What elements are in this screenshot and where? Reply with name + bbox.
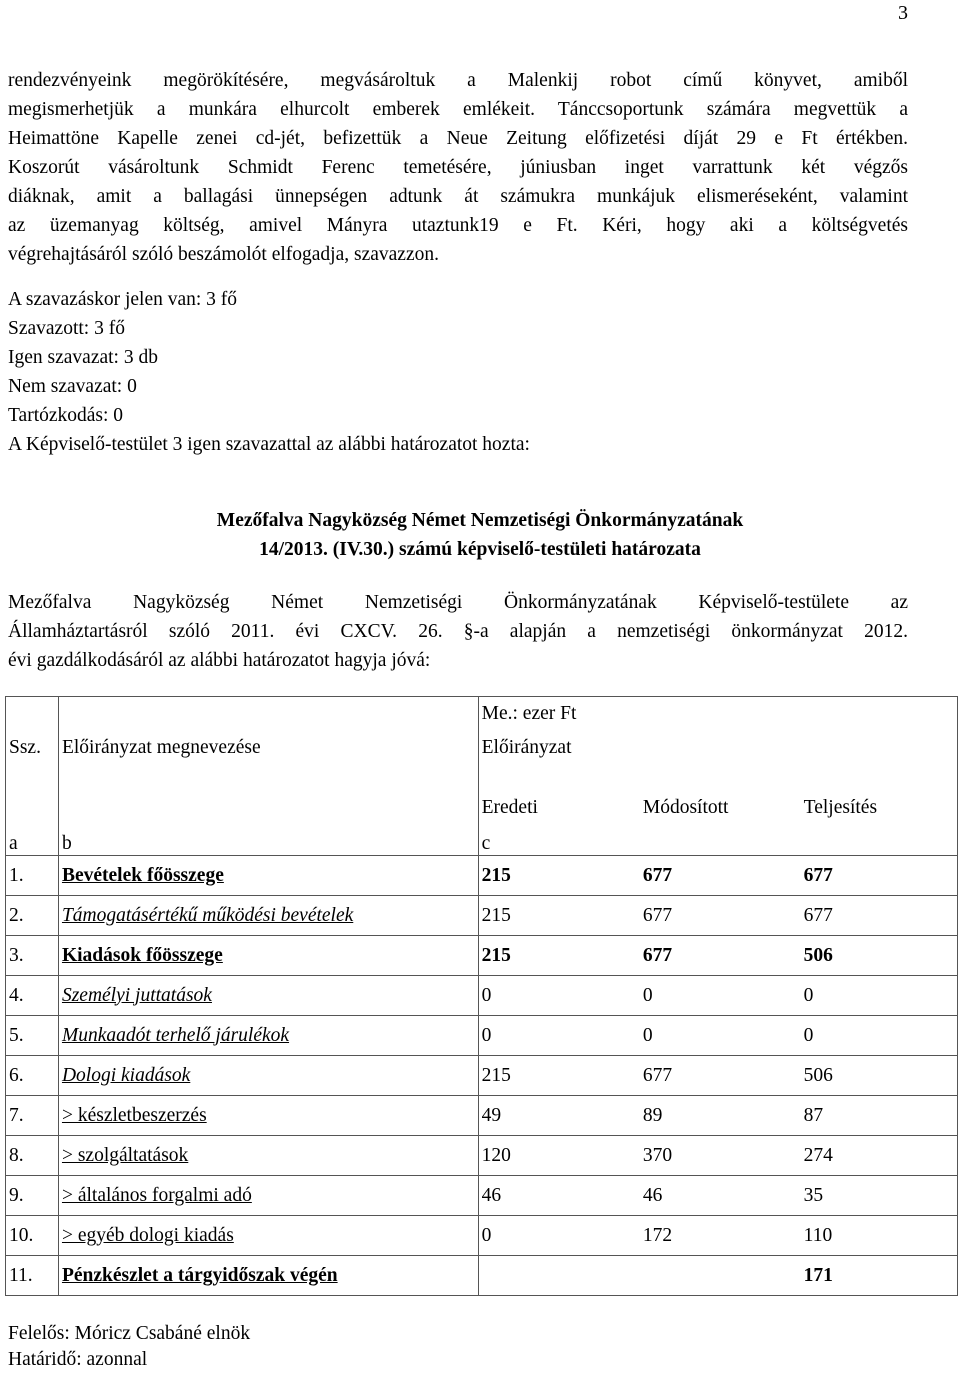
letter-empty bbox=[640, 823, 801, 856]
row-eredeti-text: 49 bbox=[481, 1104, 502, 1126]
row-modositott bbox=[640, 1176, 801, 1216]
footer-deadline: Határidő: azonnal bbox=[8, 1349, 148, 1370]
row-name-text: Pénzkészlet a tárgyidőszak végén bbox=[61, 1264, 338, 1286]
row-eredeti bbox=[478, 1216, 640, 1256]
row-name-text: Támogatásértékű működési bevételek bbox=[61, 904, 354, 926]
paragraph-line: megismerhetjük a munkára elhurcolt emberek emlékeit. Tánccsoportunk számára megvettük a bbox=[8, 99, 908, 120]
row-teljesites-text: 35 bbox=[803, 1184, 824, 1206]
row-eredeti-text: 215 bbox=[481, 944, 511, 966]
row-eredeti-text: 0 bbox=[481, 1024, 492, 1046]
header-cell-empty bbox=[6, 765, 59, 823]
row-number-text: 7. bbox=[9, 1104, 24, 1126]
resolution-text-line: évi gazdálkodásáról az alábbi határozatot hagyja jóvá: bbox=[8, 650, 431, 671]
row-number bbox=[6, 1176, 59, 1216]
row-teljesites-text: 0 bbox=[803, 984, 814, 1006]
table-row bbox=[6, 896, 958, 936]
unit-label: Me.: ezer Ft bbox=[478, 697, 957, 732]
row-modositott-text: 677 bbox=[642, 944, 673, 966]
row-eredeti-text: 215 bbox=[481, 864, 511, 886]
row-modositott-text: 0 bbox=[642, 984, 653, 1006]
header-group: Előirányzat bbox=[478, 731, 957, 765]
row-modositott-text: 89 bbox=[642, 1104, 663, 1126]
header-modositott: Módosított bbox=[642, 797, 729, 818]
row-modositott-text: 677 bbox=[642, 864, 673, 886]
row-teljesites-text: 0 bbox=[803, 1024, 814, 1046]
row-number bbox=[6, 856, 59, 896]
row-teljesites-text: 677 bbox=[803, 904, 833, 926]
letter-empty bbox=[801, 823, 958, 856]
header-cell-empty bbox=[58, 765, 478, 823]
row-modositott-text: 677 bbox=[642, 1064, 673, 1086]
table-row bbox=[6, 1216, 958, 1256]
row-teljesites-text: 87 bbox=[803, 1104, 824, 1126]
row-eredeti bbox=[478, 1136, 640, 1176]
row-modositott bbox=[640, 1136, 801, 1176]
row-teljesites-text: 274 bbox=[803, 1144, 833, 1166]
row-teljesites bbox=[801, 1056, 958, 1096]
table-row bbox=[6, 1096, 958, 1136]
row-eredeti bbox=[478, 936, 640, 976]
row-eredeti bbox=[478, 1256, 640, 1296]
row-teljesites bbox=[801, 976, 958, 1016]
row-name bbox=[58, 1016, 478, 1056]
row-eredeti-text: 215 bbox=[481, 904, 511, 926]
row-teljesites bbox=[801, 1096, 958, 1136]
table-row bbox=[6, 976, 958, 1016]
budget-table bbox=[5, 696, 958, 1296]
row-modositott-text: 172 bbox=[642, 1224, 673, 1246]
row-name-text: > egyéb dologi kiadás bbox=[61, 1224, 234, 1246]
letter-c: c bbox=[478, 823, 640, 856]
row-number-text: 5. bbox=[9, 1024, 24, 1046]
table-header-row bbox=[6, 765, 958, 823]
resolution-text-line: Mezőfalva Nagyközség Német Nemzetiségi Önkormányzatának Képviselő-testülete az bbox=[8, 592, 908, 613]
row-modositott bbox=[640, 936, 801, 976]
table-header-row bbox=[6, 697, 958, 732]
row-name bbox=[58, 1216, 478, 1256]
page-number: 3 bbox=[898, 2, 908, 24]
row-teljesites bbox=[801, 1176, 958, 1216]
row-eredeti-text: 215 bbox=[481, 1064, 511, 1086]
header-teljesites: Teljesítés bbox=[801, 765, 958, 823]
row-teljesites-text: 506 bbox=[803, 944, 833, 966]
paragraph-line: diáknak, amit a ballagási ünnepségen adtunk át számukra munkájuk elismeréseként, valamint bbox=[8, 186, 908, 207]
table-row bbox=[6, 1256, 958, 1296]
row-number-text: 9. bbox=[9, 1184, 24, 1206]
vote-yes: Igen szavazat: 3 db bbox=[8, 347, 158, 368]
vote-no: Nem szavazat: 0 bbox=[8, 376, 137, 397]
row-number-text: 11. bbox=[9, 1264, 33, 1286]
row-modositott bbox=[640, 896, 801, 936]
row-teljesites bbox=[801, 1136, 958, 1176]
row-teljesites-text: 506 bbox=[803, 1064, 833, 1086]
row-number bbox=[6, 936, 59, 976]
row-modositott-text: 0 bbox=[642, 1024, 653, 1046]
row-name bbox=[58, 1176, 478, 1216]
row-number bbox=[6, 1216, 59, 1256]
row-number bbox=[6, 1256, 59, 1296]
row-eredeti bbox=[478, 896, 640, 936]
row-teljesites-text: 171 bbox=[803, 1264, 833, 1286]
row-number bbox=[6, 1016, 59, 1056]
row-number-text: 6. bbox=[9, 1064, 24, 1086]
header-ssz: Ssz. bbox=[6, 731, 59, 765]
report-paragraph bbox=[8, 66, 908, 269]
table-row bbox=[6, 1016, 958, 1056]
row-teljesites bbox=[801, 936, 958, 976]
table-row bbox=[6, 1056, 958, 1096]
row-eredeti-text: 46 bbox=[481, 1184, 502, 1206]
row-name bbox=[58, 1056, 478, 1096]
row-name-text: Kiadások főösszege bbox=[61, 944, 223, 966]
row-number-text: 1. bbox=[9, 864, 24, 886]
paragraph-line: Koszorút vásároltunk Schmidt Ferenc temetésére, júniusban inget varrattunk két végzős bbox=[8, 157, 908, 178]
row-number bbox=[6, 1096, 59, 1136]
resolution-title-line: 14/2013. (IV.30.) számú képviselő-testületi határozata bbox=[259, 539, 701, 560]
row-eredeti-text: 0 bbox=[481, 984, 492, 1006]
row-number-text: 10. bbox=[9, 1224, 34, 1246]
vote-summary bbox=[8, 285, 530, 459]
row-number bbox=[6, 976, 59, 1016]
table-letter-row bbox=[6, 823, 958, 856]
paragraph-line: az üzemanyag költség, amivel Mányra utaztunk19 e Ft. Kéri, hogy aki a költségvetés bbox=[8, 215, 908, 236]
row-number-text: 2. bbox=[9, 904, 24, 926]
row-eredeti bbox=[478, 1176, 640, 1216]
footer-responsible: Felelős: Móricz Csabáné elnök bbox=[8, 1323, 251, 1344]
table-header-row bbox=[6, 731, 958, 765]
table-row bbox=[6, 856, 958, 896]
row-name bbox=[58, 936, 478, 976]
row-eredeti bbox=[478, 856, 640, 896]
row-teljesites-text: 110 bbox=[803, 1224, 833, 1246]
table-row bbox=[6, 1136, 958, 1176]
row-teljesites-text: 677 bbox=[803, 864, 833, 886]
paragraph-line: rendezvényeink megörökítésére, megvásároltuk a Malenkij robot című könyvet, amiből bbox=[8, 70, 908, 91]
row-modositott bbox=[640, 1016, 801, 1056]
row-teljesites bbox=[801, 896, 958, 936]
row-eredeti-text: 0 bbox=[481, 1224, 492, 1246]
row-number bbox=[6, 1136, 59, 1176]
resolution-title bbox=[0, 506, 960, 564]
row-name-text: Személyi juttatások bbox=[61, 984, 212, 1006]
row-name bbox=[58, 1136, 478, 1176]
row-number-text: 4. bbox=[9, 984, 24, 1006]
row-modositott bbox=[640, 1096, 801, 1136]
row-eredeti bbox=[478, 976, 640, 1016]
row-name bbox=[58, 896, 478, 936]
row-teljesites bbox=[801, 856, 958, 896]
vote-result: A Képviselő-testület 3 igen szavazattal az alábbi határozatot hozta: bbox=[8, 434, 530, 455]
resolution-title-line: Mezőfalva Nagyközség Német Nemzetiségi Önkormányzatának bbox=[216, 510, 744, 531]
row-name bbox=[58, 1096, 478, 1136]
vote-voted: Szavazott: 3 fő bbox=[8, 318, 125, 339]
row-teljesites bbox=[801, 1016, 958, 1056]
row-name bbox=[58, 976, 478, 1016]
footer bbox=[8, 1321, 250, 1373]
row-eredeti-text: 120 bbox=[481, 1144, 511, 1166]
row-modositott bbox=[640, 1056, 801, 1096]
row-teljesites bbox=[801, 1216, 958, 1256]
row-modositott bbox=[640, 1256, 801, 1296]
row-modositott-text: 370 bbox=[642, 1144, 673, 1166]
header-cell-empty bbox=[58, 697, 478, 732]
header-cell-empty bbox=[6, 697, 59, 732]
row-eredeti bbox=[478, 1096, 640, 1136]
header-name: Előirányzat megnevezése bbox=[58, 731, 478, 765]
row-modositott-text: 46 bbox=[642, 1184, 663, 1206]
row-number bbox=[6, 1056, 59, 1096]
resolution-text bbox=[8, 588, 908, 675]
row-eredeti bbox=[478, 1056, 640, 1096]
row-number-text: 3. bbox=[9, 944, 24, 966]
row-name-text: > szolgáltatások bbox=[61, 1144, 189, 1166]
vote-abstain: Tartózkodás: 0 bbox=[8, 405, 124, 426]
vote-present: A szavazáskor jelen van: 3 fő bbox=[8, 289, 238, 310]
row-name-text: Munkaadót terhelő járulékok bbox=[61, 1024, 290, 1046]
paragraph-line: végrehajtásáról szóló beszámolót elfogadja, szavazzon. bbox=[8, 244, 439, 265]
row-name-text: > készletbeszerzés bbox=[61, 1104, 207, 1126]
header-eredeti: Eredeti bbox=[478, 765, 640, 823]
row-number-text: 8. bbox=[9, 1144, 24, 1166]
table-row bbox=[6, 936, 958, 976]
letter-a: a bbox=[6, 823, 59, 856]
letter-b: b bbox=[58, 823, 478, 856]
row-name bbox=[58, 1256, 478, 1296]
row-modositott bbox=[640, 1216, 801, 1256]
table-row bbox=[6, 1176, 958, 1216]
row-name-text: Dologi kiadások bbox=[61, 1064, 191, 1086]
row-name-text: > általános forgalmi adó bbox=[61, 1184, 252, 1206]
paragraph-line: Heimattöne Kapelle zenei cd-jét, befizettük a Neue Zeitung előfizetési díját 29 e Ft értékben. bbox=[8, 128, 908, 149]
row-number bbox=[6, 896, 59, 936]
row-name bbox=[58, 856, 478, 896]
resolution-text-line: Államháztartásról szóló 2011. évi CXCV. 26. §-a alapján a nemzetiségi önkormányzat 2012. bbox=[8, 621, 908, 642]
row-name-text: Bevételek főösszege bbox=[61, 864, 224, 886]
row-modositott-text: 677 bbox=[642, 904, 673, 926]
row-modositott bbox=[640, 976, 801, 1016]
row-eredeti bbox=[478, 1016, 640, 1056]
row-teljesites bbox=[801, 1256, 958, 1296]
row-modositott bbox=[640, 856, 801, 896]
